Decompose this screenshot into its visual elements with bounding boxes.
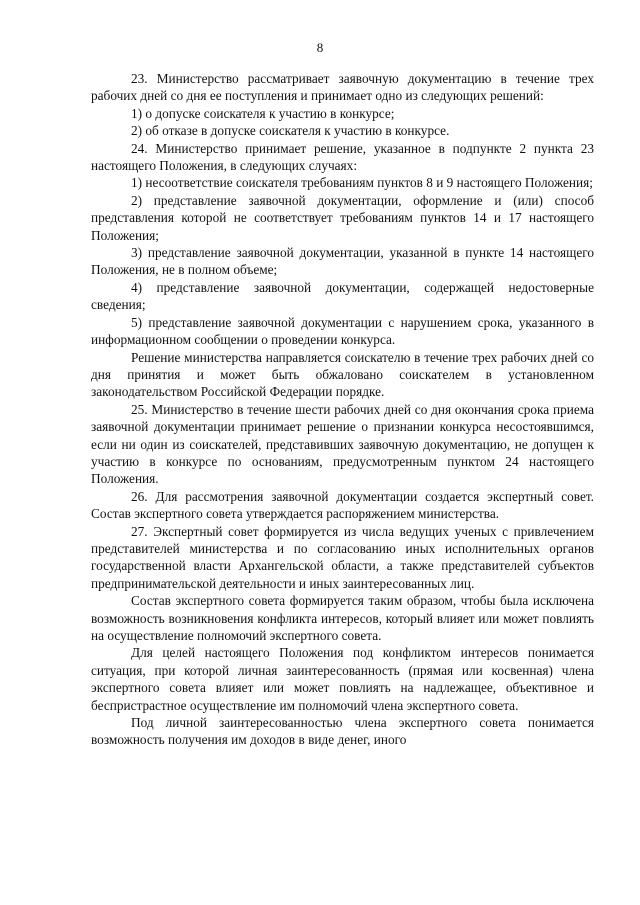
paragraph-24-item-5: 5) представление заявочной документации с нарушением срока, указанного в информационном сообщении о проведении конкурса.: [91, 314, 594, 348]
paragraph-23-item-2: 2) об отказе в допуске соискателя к участию в конкурсе.: [131, 123, 450, 139]
paragraph-council-composition: Состав экспертного совета формируется таким образом, чтобы была исключена возможность возникновения конфликта интересов, который влияет или может повлиять на осуществление полномочий экспертного совета.: [91, 593, 594, 643]
paragraph-23-item-1: 1) о допуске соискателя к участию в конкурсе;: [131, 105, 395, 121]
paragraph-23: 23. Министерство рассматривает заявочную документацию в течение трех рабочих дней со дня ее поступления и принимает одно из следующих решений:: [91, 71, 594, 104]
paragraph-personal-interest: Под личной заинтересованностью члена экспертного совета понимается возможность получения им доходов в виде денег, иного: [91, 715, 594, 748]
paragraph-27: 27. Экспертный совет формируется из числа ведущих ученых с привлечением представителей министерства и по согласованию иных исполнительных органов государственной власти Архангельской области, а также представителей субъектов предпринимательской деятельности и иных заинтересованных лиц.: [91, 523, 594, 591]
document-body: [91, 70, 594, 749]
paragraph-25: 25. Министерство в течение шести рабочих дней со дня окончания срока приема заявочной документации принимает решение о признании конкурса несостоявшимся, если ни один из соискателей, представивших заявочную документацию, не допущен к участию в конкурсе по основаниям, предусмотренным пунктом 24 настоящего Положения.: [91, 401, 594, 487]
paragraph-conflict-of-interest: Для целей настоящего Положения под конфликтом интересов понимается ситуация, при которой личная заинтересованность (прямая или косвенная) члена экспертного совета влияет или может повлиять на надлежащее, объективное и беспристрастное осуществление им полномочий члена экспертного совета.: [91, 645, 594, 713]
paragraph-24-item-1: 1) несоответствие соискателя требованиям пунктов 8 и 9 настоящего Положения;: [131, 175, 593, 191]
paragraph-24: 24. Министерство принимает решение, указанное в подпункте 2 пункта 23 настоящего Положения, в следующих случаях:: [91, 140, 594, 174]
paragraph-24-item-4: 4) представление заявочной документации, содержащей недостоверные сведения;: [91, 279, 594, 313]
paragraph-24-item-2: 2) представление заявочной документации, оформление и (или) способ представления которой не соответствует требованиям пунктов 14 и 17 настоящего Положения;: [91, 192, 594, 243]
paragraph-24-item-3: 3) представление заявочной документации, указанной в пункте 14 настоящего Положения, не в полном объеме;: [91, 245, 594, 278]
paragraph-decision-appeal: Решение министерства направляется соискателю в течение трех рабочих дней со дня принятия и может быть обжаловано соискателем в установленном законодательством Российской Федерации порядке.: [91, 349, 594, 400]
page-number: 8: [316, 40, 324, 55]
paragraph-26: 26. Для рассмотрения заявочной документации создается экспертный совет. Состав экспертного совета утверждается распоряжением министерства.: [91, 488, 594, 522]
